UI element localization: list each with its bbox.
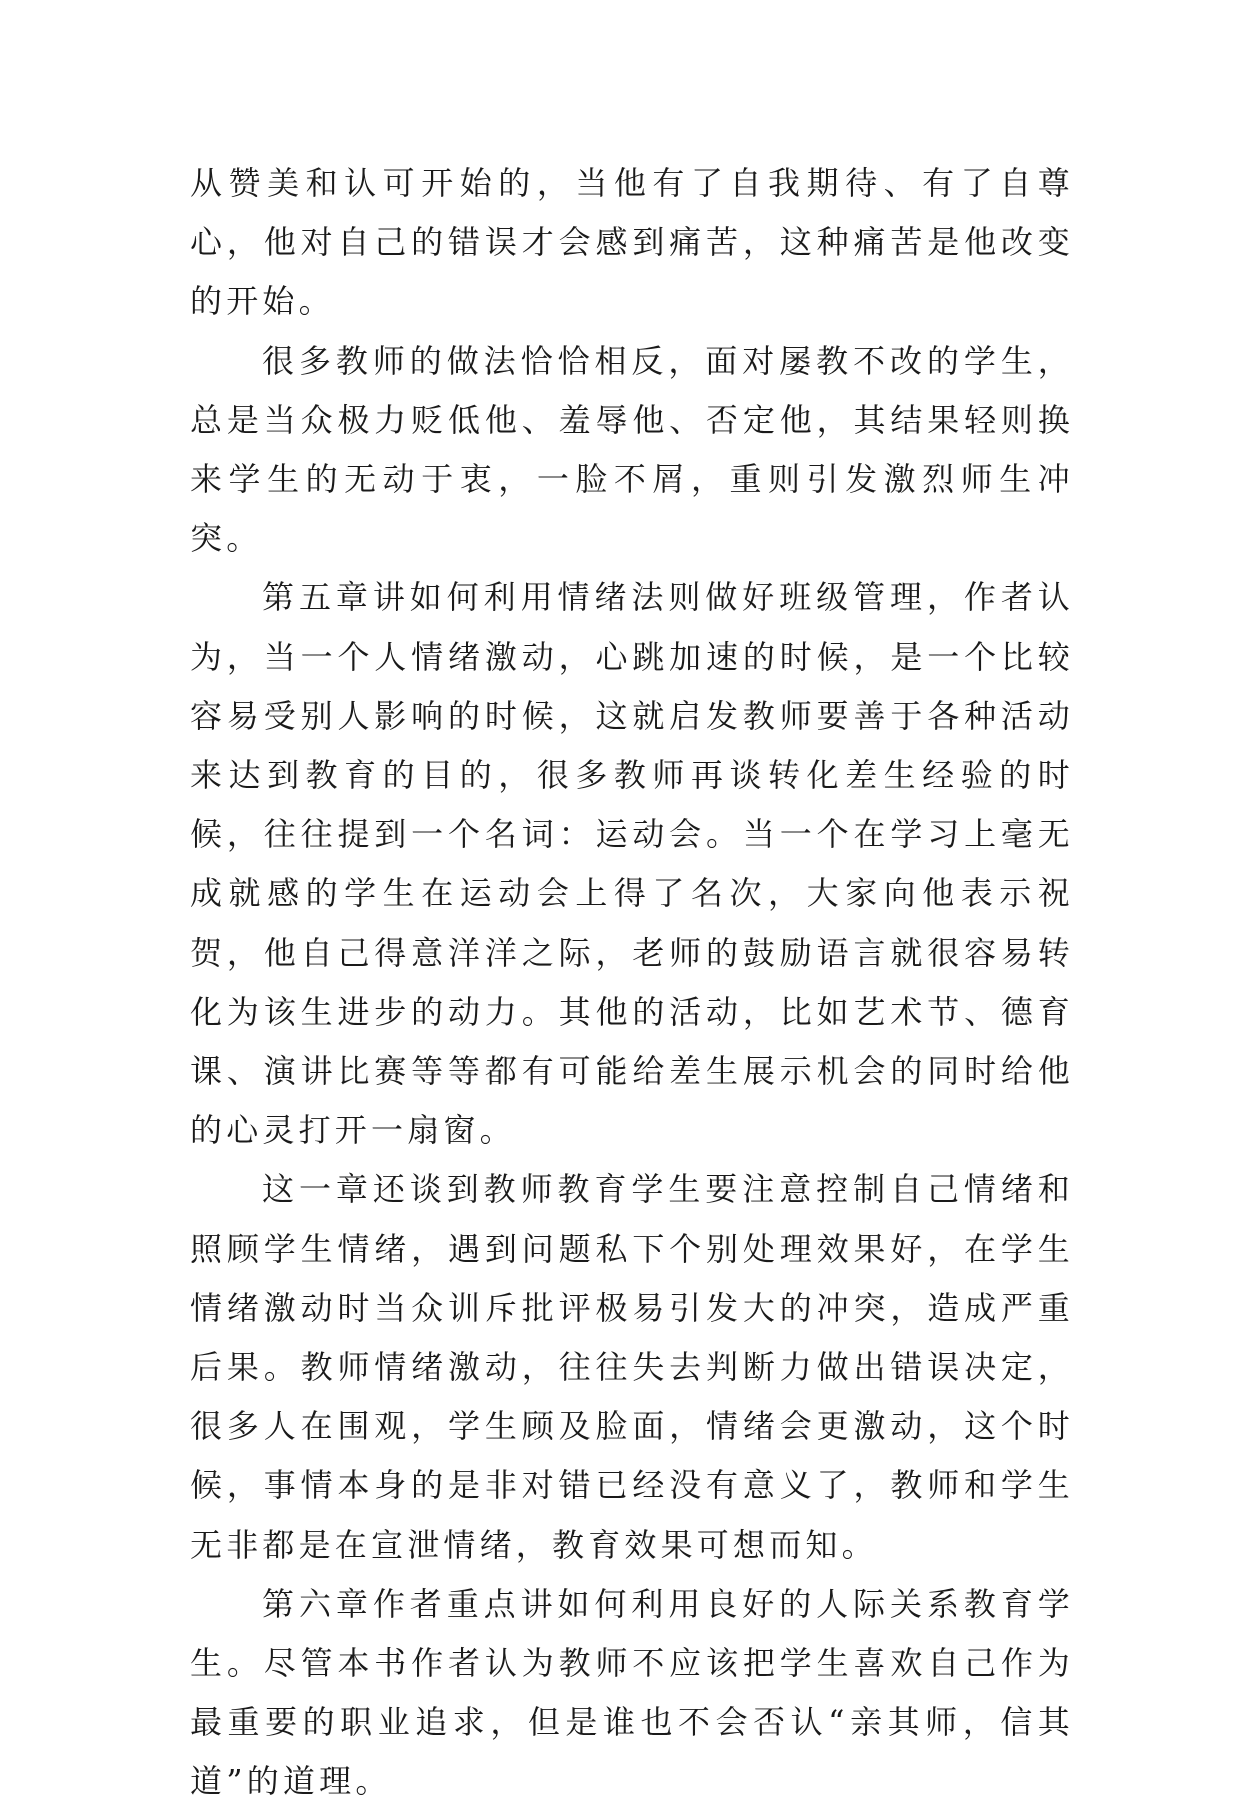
- paragraph-5: 第六章作者重点讲如何利用良好的人际关系教育学生。尽管本书作者认为教师不应该把学生喜欢自己作为最重要的职业追求，但是谁也不会否认“亲其师，信其道”的道理。: [190, 1584, 1074, 1801]
- paragraph-4: 这一章还谈到教师教育学生要注意控制自己情绪和照顾学生情绪，遇到问题私下个别处理效果好，在学生情绪激动时当众训斥批评极易引发大的冲突，造成严重后果。教师情绪激动，往往失去判断力做出错误决定，很多人在围观，学生顾及脸面，情绪会更激动，这个时候，事情本身的是非对错已经没有意义了，教师和学生无非都是在宣泄情绪，教育效果可想而知。: [190, 1170, 1074, 1564]
- paragraph-2: 很多教师的做法恰恰相反，面对屡教不改的学生，总是当众极力贬低他、羞辱他、否定他，其结果轻则换来学生的无动于衷，一脸不屑，重则引发激烈师生冲突。: [190, 341, 1074, 558]
- paragraph-1: 从赞美和认可开始的，当他有了自我期待、有了自尊心，他对自己的错误才会感到痛苦，这种痛苦是他改变的开始。: [190, 164, 1074, 321]
- paragraph-3: 第五章讲如何利用情绪法则做好班级管理，作者认为，当一个人情绪激动，心跳加速的时候，是一个比较容易受别人影响的时候，这就启发教师要善于各种活动来达到教育的目的，很多教师再谈转化差生经验的时候，往往提到一个名词：运动会。当一个在学习上毫无成就感的学生在运动会上得了名次，大家向他表示祝贺，他自己得意洋洋之际，老师的鼓励语言就很容易转化为该生进步的动力。其他的活动，比如艺术节、德育课、演讲比赛等等都有可能给差生展示机会的同时给他的心灵打开一扇窗。: [190, 578, 1074, 1150]
- document-body: [190, 154, 1074, 1812]
